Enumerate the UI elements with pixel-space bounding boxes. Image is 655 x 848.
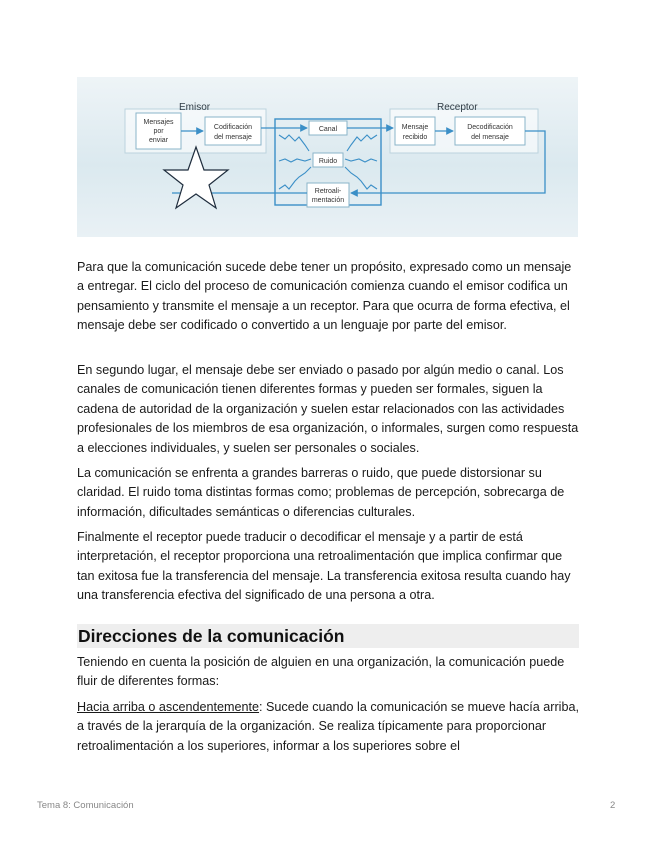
paragraph-1 — [77, 258, 580, 336]
canal-text: Canal — [318, 126, 338, 133]
codificacion-text-2: del mensaje — [214, 134, 252, 141]
paragraph-2-text: En segundo lugar, el mensaje debe ser enviado o pasado por algún medio o canal. Los canales de comunicación tienen diferentes formas y pueden ser formales, siguen la cadena de autoridad de la organización y suelen estar relacionados con las actividades profesionales de los miembros de esa organización, o informales, surgen como respuesta a elecciones individuales, y suelen ser personales o sociales. — [77, 363, 579, 455]
paragraph-3 — [77, 464, 580, 522]
section-intro — [77, 653, 580, 692]
section-intro-text: Teniendo en cuenta la posición de alguien en una organización, la comunicación puede fluir de diferentes formas: — [77, 655, 565, 689]
mensaje-recibido-text-2: recibido — [402, 134, 428, 141]
footer-chapter: Tema 8: Comunicación — [37, 800, 134, 811]
ruido-text: Ruido — [318, 158, 338, 165]
paragraph-4-text: Finalmente el receptor puede traducir o decodificar el mensaje y a partir de está interpretación, el receptor proporciona una retroalimentación que implica confirmar que tan exitosa fue la transferencia del mensaje. La transferencia exitosa resulta cuando hay una transferencia efectiva del significado de una persona a otra. — [77, 530, 571, 603]
mensajes-text-1: Mensajes — [143, 119, 174, 126]
direction-upward-text: : Sucede cuando la comunicación se mueve hacía arriba, a través de la jerarquía de la organización. Se realiza típicamente para proporcionar retroalimentación a los superiores, informar a los superiores sobre el — [77, 700, 579, 753]
communication-process-diagram — [77, 77, 578, 237]
retro-text-1: Retroali- — [314, 188, 342, 195]
section-heading: Direcciones de la comunicación — [77, 624, 579, 648]
direction-upward-term: Hacia arriba o ascendentemente — [77, 700, 260, 714]
direction-upward-paragraph — [77, 698, 580, 756]
star-icon — [164, 147, 228, 208]
direction-upward — [77, 698, 580, 756]
mensajes-text-3: enviar — [148, 137, 169, 144]
mensajes-text-2: por — [153, 128, 164, 135]
emisor-label: Emisor — [179, 102, 211, 113]
receptor-label: Receptor — [437, 102, 478, 113]
paragraph-2 — [77, 361, 580, 458]
paragraph-1-text: Para que la comunicación sucede debe tener un propósito, expresado como un mensaje a entregar. El ciclo del proceso de comunicación comienza cuando el emisor codifica un pensamiento y transmite el mensaje a un receptor. Para que ocurra de forma efectiva, el mensaje debe ser codificado o convertido a un lenguaje por parte del emisor. — [77, 260, 572, 333]
decodificacion-text-2: del mensaje — [471, 134, 509, 141]
retro-text-2: mentación — [311, 197, 345, 204]
communication-process-figure — [77, 77, 578, 237]
paragraph-4 — [77, 528, 580, 606]
codificacion-text-1: Codificación — [213, 124, 253, 131]
decodificacion-text-1: Decodificación — [467, 124, 513, 131]
paragraph-3-text: La comunicación se enfrenta a grandes barreras o ruido, que puede distorsionar su claridad. El ruido toma distintas formas como; problemas de percepción, sobrecarga de información, dificultades semánticas o diferencias culturales. — [77, 466, 565, 519]
page-number: 2 — [610, 800, 616, 811]
mensaje-recibido-text-1: Mensaje — [401, 124, 429, 131]
